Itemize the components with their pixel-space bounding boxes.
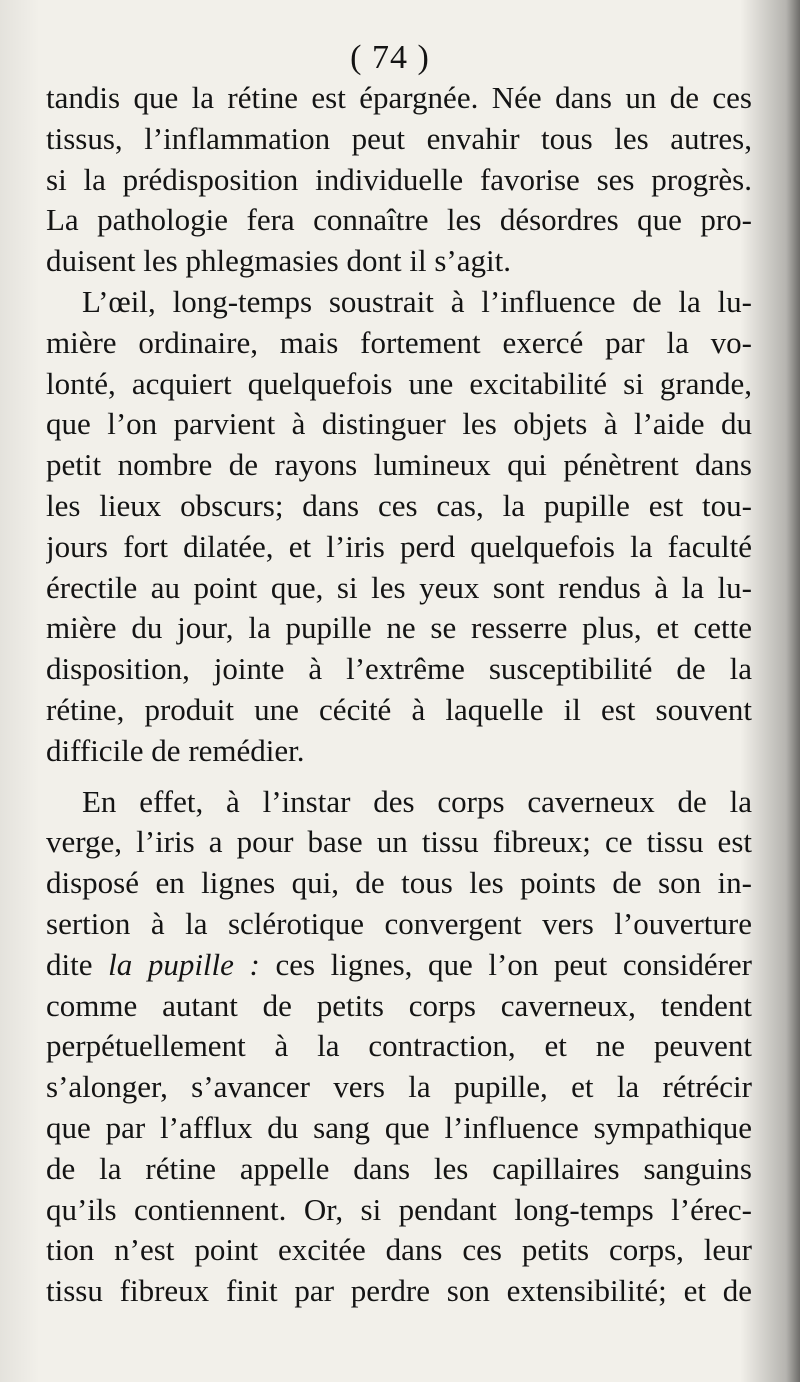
text-line: tion n’est point excitée dans ces petits corps, leur bbox=[46, 1232, 752, 1268]
text-line: petit nombre de rayons lumineux qui pénètrent dans bbox=[46, 447, 752, 483]
text-line: mière du jour, la pupille ne se resserre plus, et cette bbox=[46, 610, 752, 646]
text-line: tissu fibreux finit par perdre son extensibilité; et de bbox=[46, 1273, 752, 1309]
text-line bbox=[46, 945, 752, 986]
text-line: En effet, à l’instar des corps caverneux de la bbox=[82, 783, 752, 819]
text-line: difficile de remédier. bbox=[46, 732, 305, 768]
italic-term: la pupille : bbox=[108, 946, 260, 982]
text-line: perpétuellement à la contraction, et ne peuvent bbox=[46, 1028, 752, 1064]
text-line: verge, l’iris a pour base un tissu fibreux; ce tissu est bbox=[46, 824, 752, 860]
text-line: comme autant de petits corps caverneux, tendent bbox=[46, 987, 752, 1023]
text-line: mière ordinaire, mais fortement exercé par la vo- bbox=[46, 324, 752, 360]
paragraph-gap bbox=[46, 772, 752, 782]
text-line: érectile au point que, si les yeux sont rendus à la lu- bbox=[46, 569, 752, 605]
page-number: ( 74 ) bbox=[350, 39, 430, 76]
text-segment: ces lignes, que l’on peut considérer bbox=[275, 946, 752, 982]
text-line: duisent les phlegmasies dont il s’agit. bbox=[46, 243, 511, 279]
text-segment: dite bbox=[46, 946, 93, 982]
text-line: disposé en lignes qui, de tous les points de son in- bbox=[46, 865, 752, 901]
text-line: La pathologie fera connaître les désordres que pro- bbox=[46, 202, 752, 238]
text-line: qu’ils contiennent. Or, si pendant long-temps l’érec- bbox=[46, 1191, 752, 1227]
text-line: jours fort dilatée, et l’iris perd quelquefois la faculté bbox=[46, 528, 752, 564]
text-line: les lieux obscurs; dans ces cas, la pupille est tou- bbox=[46, 487, 752, 523]
text-line: tissus, l’inflammation peut envahir tous les autres, bbox=[46, 120, 752, 156]
text-line: s’alonger, s’avancer vers la pupille, et la rétrécir bbox=[46, 1069, 752, 1105]
body-text bbox=[46, 78, 752, 1312]
text-line: disposition, jointe à l’extrême susceptibilité de la bbox=[46, 651, 752, 687]
text-line: que l’on parvient à distinguer les objets à l’aide du bbox=[46, 406, 752, 442]
text-line: tandis que la rétine est épargnée. Née dans un de ces bbox=[46, 80, 752, 115]
text-line: si la prédisposition individuelle favorise ses progrès. bbox=[46, 161, 752, 197]
text-line: lonté, acquiert quelquefois une excitabilité si grande, bbox=[46, 365, 752, 401]
text-line: rétine, produit une cécité à laquelle il est souvent bbox=[46, 691, 752, 727]
text-line: sertion à la sclérotique convergent vers l’ouverture bbox=[46, 905, 752, 941]
text-line: que par l’afflux du sang que l’influence sympathique bbox=[46, 1109, 752, 1145]
text-line: L’œil, long-temps soustrait à l’influence de la lu- bbox=[82, 283, 752, 319]
text-line: de la rétine appelle dans les capillaires sanguins bbox=[46, 1150, 752, 1186]
